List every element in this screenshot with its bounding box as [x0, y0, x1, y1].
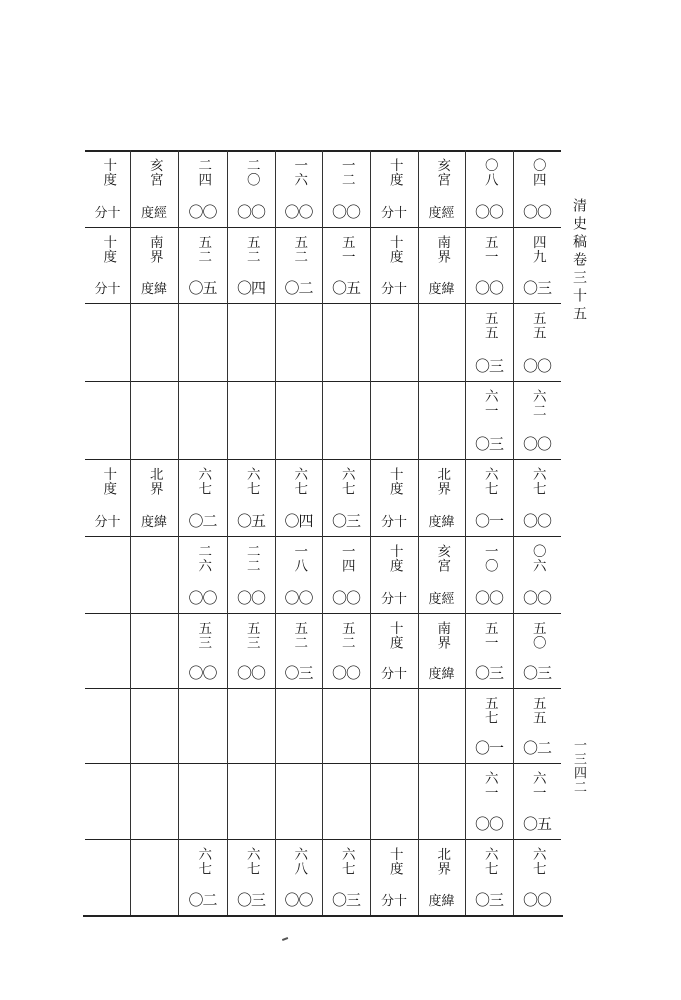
table-cell	[465, 688, 513, 763]
cell-lower-text: 〇二	[522, 739, 551, 757]
cell-upper-text: 五五	[529, 311, 546, 340]
cell-upper-text: 十度	[100, 235, 117, 264]
cell-upper-text: 二〇	[243, 158, 260, 187]
table-cell	[275, 613, 322, 688]
cell-upper-text: 六七	[291, 467, 308, 496]
cell-lower-text: 〇〇	[331, 589, 360, 607]
table-cell	[85, 150, 130, 227]
table-cell	[130, 763, 178, 839]
table-cell	[85, 381, 130, 459]
table-cell	[85, 536, 130, 613]
table-cell	[513, 839, 561, 915]
table-cell	[418, 536, 465, 613]
table-cell	[130, 613, 178, 688]
cell-upper-text: 亥宮	[434, 544, 451, 573]
cell-lower-text: 分十	[380, 667, 407, 682]
table-cell	[513, 613, 561, 688]
table-cell	[178, 839, 227, 915]
cell-lower-text: 〇三	[474, 891, 503, 909]
cell-upper-text: 四九	[529, 235, 546, 264]
cell-upper-text: 一六	[291, 158, 308, 187]
cell-upper-text: 十度	[386, 235, 403, 264]
table-cell	[370, 459, 418, 536]
table-cell	[513, 381, 561, 459]
cell-upper-text: 五一	[481, 621, 498, 650]
table-cell	[370, 763, 418, 839]
cell-lower-text: 〇〇	[284, 891, 313, 909]
table-cell	[322, 459, 370, 536]
table-cell	[130, 688, 178, 763]
table-cell	[370, 536, 418, 613]
cell-lower-text: 〇三	[284, 664, 313, 682]
table-cell	[465, 150, 513, 227]
table-cell	[178, 613, 227, 688]
cell-lower-text: 〇〇	[236, 203, 265, 221]
cell-upper-text: 六八	[291, 847, 308, 876]
table-cell	[178, 688, 227, 763]
table-cell	[130, 536, 178, 613]
cell-upper-text: 南界	[434, 235, 451, 264]
cell-upper-text: 〇八	[481, 158, 498, 187]
table-cell	[418, 227, 465, 303]
table-cell	[465, 459, 513, 536]
cell-lower-text: 〇三	[474, 435, 503, 453]
table-cell	[513, 536, 561, 613]
cell-lower-text: 分十	[380, 206, 407, 221]
row-rule	[83, 915, 563, 917]
cell-upper-text: 十度	[386, 158, 403, 187]
cell-upper-text: 六七	[195, 467, 212, 496]
cell-lower-text: 分十	[380, 894, 407, 909]
table-cell	[85, 763, 130, 839]
table-cell	[465, 381, 513, 459]
cell-upper-text: 五二	[291, 621, 308, 650]
table-cell	[418, 839, 465, 915]
table-cell	[85, 303, 130, 381]
table-cell	[227, 303, 275, 381]
cell-lower-text: 〇五	[331, 279, 360, 297]
table-cell	[227, 839, 275, 915]
cell-lower-text: 〇〇	[522, 891, 551, 909]
table-cell	[275, 536, 322, 613]
cell-lower-text: 分十	[94, 282, 121, 297]
table-cell	[85, 459, 130, 536]
cell-upper-text: 五二	[291, 235, 308, 264]
table-cell	[227, 459, 275, 536]
cell-upper-text: 十度	[386, 467, 403, 496]
cell-upper-text: 六七	[338, 467, 355, 496]
table-cell	[370, 150, 418, 227]
cell-upper-text: 十度	[386, 544, 403, 573]
cell-upper-text: 十度	[386, 621, 403, 650]
cell-lower-text: 〇三	[331, 891, 360, 909]
table-cell	[513, 763, 561, 839]
cell-upper-text: 南界	[146, 235, 163, 264]
cell-upper-text: 北界	[434, 467, 451, 496]
cell-upper-text: 二四	[195, 158, 212, 187]
cell-lower-text: 度緯	[428, 282, 455, 297]
cell-lower-text: 〇二	[188, 512, 217, 530]
table-cell	[418, 763, 465, 839]
table-cell	[322, 227, 370, 303]
table-cell	[465, 227, 513, 303]
cell-upper-text: 五五	[481, 311, 498, 340]
table-cell	[418, 381, 465, 459]
table-cell	[370, 688, 418, 763]
cell-upper-text: 六一	[529, 771, 546, 800]
cell-lower-text: 分十	[94, 515, 121, 530]
cell-lower-text: 〇〇	[522, 203, 551, 221]
table-cell	[227, 688, 275, 763]
cell-lower-text: 〇一	[474, 512, 503, 530]
cell-lower-text: 〇〇	[522, 512, 551, 530]
cell-lower-text: 〇〇	[188, 589, 217, 607]
cell-lower-text: 分十	[380, 515, 407, 530]
cell-upper-text: 六七	[243, 467, 260, 496]
table-cell	[275, 303, 322, 381]
cell-lower-text: 度經	[428, 206, 455, 221]
table-cell	[130, 303, 178, 381]
cell-lower-text: 〇〇	[188, 664, 217, 682]
cell-lower-text: 〇三	[474, 664, 503, 682]
cell-upper-text: 十度	[100, 158, 117, 187]
cell-lower-text: 〇〇	[474, 589, 503, 607]
table-cell	[227, 536, 275, 613]
table-cell	[130, 227, 178, 303]
cell-upper-text: 六七	[338, 847, 355, 876]
table-cell	[275, 150, 322, 227]
cell-lower-text: 〇三	[474, 357, 503, 375]
cell-upper-text: 六七	[481, 847, 498, 876]
table-cell	[85, 613, 130, 688]
cell-upper-text: 南界	[434, 621, 451, 650]
cell-lower-text: 〇三	[236, 891, 265, 909]
table-cell	[513, 150, 561, 227]
cell-upper-text: 六一	[481, 771, 498, 800]
table-cell	[227, 381, 275, 459]
cell-lower-text: 〇一	[474, 739, 503, 757]
table-cell	[178, 150, 227, 227]
table-cell	[322, 839, 370, 915]
table-cell	[275, 227, 322, 303]
cell-upper-text: 六一	[481, 389, 498, 418]
cell-upper-text: 六二	[529, 389, 546, 418]
table-cell	[227, 150, 275, 227]
table-cell	[178, 459, 227, 536]
cell-upper-text: 北界	[146, 467, 163, 496]
table-cell	[178, 303, 227, 381]
cell-upper-text: 五七	[481, 696, 498, 725]
cell-lower-text: 度經	[140, 206, 167, 221]
cell-lower-text: 〇四	[284, 512, 313, 530]
table-cell	[85, 227, 130, 303]
cell-lower-text: 分十	[94, 206, 121, 221]
cell-upper-text: 亥宮	[146, 158, 163, 187]
cell-upper-text: 一〇	[481, 544, 498, 573]
cell-upper-text: 一八	[291, 544, 308, 573]
cell-upper-text: 五五	[529, 696, 546, 725]
star-position-table	[85, 150, 561, 915]
cell-lower-text: 〇〇	[188, 203, 217, 221]
cell-upper-text: 六七	[481, 467, 498, 496]
table-cell	[322, 150, 370, 227]
cell-upper-text: 二二	[243, 544, 260, 573]
cell-upper-text: 二六	[195, 544, 212, 573]
cell-lower-text: 〇五	[522, 815, 551, 833]
cell-lower-text: 度緯	[428, 667, 455, 682]
table-cell	[275, 839, 322, 915]
table-cell	[227, 613, 275, 688]
cell-lower-text: 〇〇	[236, 589, 265, 607]
cell-lower-text: 分十	[380, 592, 407, 607]
cell-lower-text: 〇〇	[284, 203, 313, 221]
cell-lower-text: 度緯	[428, 515, 455, 530]
cell-upper-text: 六七	[195, 847, 212, 876]
cell-upper-text: 六七	[243, 847, 260, 876]
running-title: 清史稿卷三十五	[571, 198, 587, 324]
cell-lower-text: 〇二	[188, 891, 217, 909]
table-cell	[322, 688, 370, 763]
table-cell	[130, 459, 178, 536]
cell-lower-text: 〇〇	[522, 435, 551, 453]
cell-upper-text: 五〇	[529, 621, 546, 650]
table-cell	[130, 150, 178, 227]
table-cell	[465, 839, 513, 915]
table-cell	[85, 839, 130, 915]
cell-upper-text: 六七	[529, 467, 546, 496]
cell-lower-text: 度緯	[428, 894, 455, 909]
table-cell	[275, 459, 322, 536]
cell-upper-text: 十度	[100, 467, 117, 496]
cell-lower-text: 〇三	[522, 664, 551, 682]
cell-lower-text: 〇〇	[331, 203, 360, 221]
folio-number: 一三四二	[571, 738, 586, 794]
cell-upper-text: 五一	[338, 235, 355, 264]
table-cell	[370, 613, 418, 688]
cell-upper-text: 一二	[338, 158, 355, 187]
table-cell	[418, 303, 465, 381]
cell-upper-text: 一四	[338, 544, 355, 573]
cell-upper-text: 北界	[434, 847, 451, 876]
table-cell	[275, 688, 322, 763]
scan-speck	[282, 937, 288, 940]
table-cell	[370, 839, 418, 915]
table-cell	[513, 459, 561, 536]
cell-upper-text: 五二	[243, 235, 260, 264]
table-cell	[465, 613, 513, 688]
cell-lower-text: 〇〇	[331, 664, 360, 682]
table-cell	[513, 227, 561, 303]
cell-lower-text: 〇〇	[236, 664, 265, 682]
cell-lower-text: 〇〇	[474, 279, 503, 297]
cell-lower-text: 度緯	[140, 282, 167, 297]
cell-lower-text: 度緯	[140, 515, 167, 530]
table-cell	[178, 536, 227, 613]
cell-upper-text: 五二	[195, 235, 212, 264]
cell-lower-text: 〇〇	[474, 815, 503, 833]
cell-lower-text: 〇四	[236, 279, 265, 297]
cell-lower-text: 〇〇	[522, 357, 551, 375]
table-cell	[418, 613, 465, 688]
table-cell	[418, 459, 465, 536]
table-cell	[275, 381, 322, 459]
cell-lower-text: 〇〇	[284, 589, 313, 607]
cell-lower-text: 〇二	[284, 279, 313, 297]
cell-lower-text: 〇五	[188, 279, 217, 297]
cell-upper-text: 六七	[529, 847, 546, 876]
table-cell	[465, 303, 513, 381]
cell-upper-text: 十度	[386, 847, 403, 876]
cell-lower-text: 度經	[428, 592, 455, 607]
table-cell	[418, 150, 465, 227]
cell-upper-text: 五三	[243, 621, 260, 650]
table-cell	[322, 381, 370, 459]
table-cell	[322, 536, 370, 613]
cell-upper-text: 五一	[481, 235, 498, 264]
cell-lower-text: 〇〇	[474, 203, 503, 221]
table-cell	[178, 227, 227, 303]
cell-upper-text: 亥宮	[434, 158, 451, 187]
table-cell	[178, 381, 227, 459]
table-cell	[275, 763, 322, 839]
cell-lower-text: 〇三	[522, 279, 551, 297]
cell-upper-text: 〇六	[529, 544, 546, 573]
table-cell	[227, 763, 275, 839]
table-cell	[322, 613, 370, 688]
table-cell	[227, 227, 275, 303]
table-cell	[370, 381, 418, 459]
cell-lower-text: 〇〇	[522, 589, 551, 607]
table-cell	[418, 688, 465, 763]
table-cell	[178, 763, 227, 839]
cell-upper-text: 五三	[195, 621, 212, 650]
table-cell	[465, 763, 513, 839]
cell-lower-text: 分十	[380, 282, 407, 297]
table-cell	[513, 303, 561, 381]
table-cell	[322, 763, 370, 839]
cell-lower-text: 〇五	[236, 512, 265, 530]
table-cell	[322, 303, 370, 381]
cell-lower-text: 〇三	[331, 512, 360, 530]
table-cell	[85, 688, 130, 763]
table-cell	[465, 536, 513, 613]
cell-upper-text: 五二	[338, 621, 355, 650]
table-cell	[370, 227, 418, 303]
table-cell	[513, 688, 561, 763]
table-cell	[130, 381, 178, 459]
cell-upper-text: 〇四	[529, 158, 546, 187]
table-cell	[370, 303, 418, 381]
table-cell	[130, 839, 178, 915]
